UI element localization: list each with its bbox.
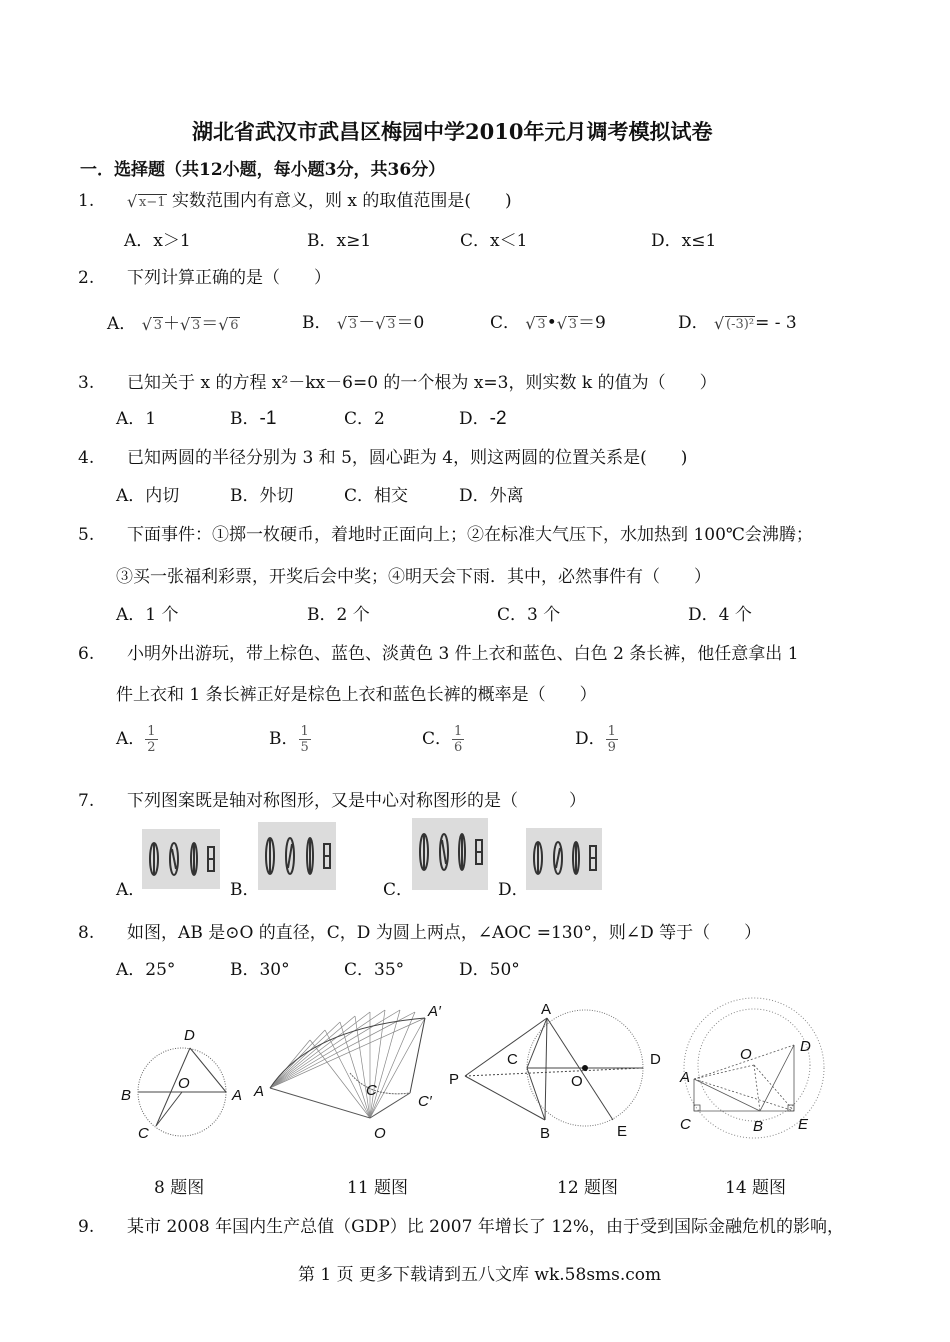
figure-11 [250,998,460,1148]
question-8 [78,918,761,943]
option-a: A．1 个 [116,605,179,625]
question-number: 3. [78,373,95,393]
question-number: 7. [78,791,95,811]
figure-12-caption: 12 题图 [557,1178,619,1198]
question-text: 如图，AB 是⊙O 的直径，C，D 为圆上两点，∠AOC =130°，则∠D 等于（ ） [127,923,762,943]
option-a: A． $\frac{1}{2}$ [116,724,156,755]
option-a: A． √ 3＋√ 3＝√ 6 [107,308,240,334]
option-c: C．x＜1 [460,231,528,251]
pattern-image-b [258,822,336,890]
option-a: A．内切 [116,486,180,506]
option-d: D． $\frac{1}{9}$ [575,724,616,755]
page-footer: 第 1 页 更多下载请到五八文库 wk.58sms.com [298,1265,662,1285]
question-text: 下列图案既是轴对称图形，又是中心对称图形的是（ ） [127,791,587,811]
figure-8 [110,1020,250,1150]
option-d: D．外离 [459,486,524,506]
svg-text:C: C [138,1125,149,1142]
option-d: D．4 个 [688,605,752,625]
svg-text:A′: A′ [428,1003,441,1020]
svg-text:E: E [798,1116,809,1133]
svg-text:A: A [680,1069,691,1086]
pattern-image-d [526,828,602,890]
question-text: 下列计算正确的是（ ） [127,268,332,288]
option-b: B．外切 [230,486,294,506]
svg-text:D: D [184,1027,195,1044]
question-text: 下面事件：①掷一枚硬币，着地时正面向上；②在标准大气压下，水加热到 100℃会沸腾； [127,525,813,545]
svg-text:A: A [254,1083,265,1100]
question-text: 实数范围内有意义，则 x 的取值范围是( ) [171,191,512,211]
option-a: A．1 [116,409,157,429]
svg-text:B: B [753,1118,764,1135]
svg-text:C′: C′ [418,1093,432,1110]
section-heading: 一．选择题（共12小题，每小题3分，共36分） [80,160,446,180]
svg-text:C: C [680,1116,691,1133]
figure-12 [445,1000,670,1150]
option-d: D． √ (-3)²= - 3 [678,308,797,333]
question-text-cont: 件上衣和 1 条长裤正好是棕色上衣和蓝色长裤的概率是（ ） [116,685,597,705]
option-c: C．35° [344,960,405,980]
svg-text:C: C [507,1051,518,1068]
svg-text:B: B [121,1087,132,1104]
option-d: D．x≤1 [651,231,717,251]
option-b: B．x≥1 [307,231,372,251]
question-text: 已知关于 x 的方程 x²－kx－6=0 的一个根为 x=3，则实数 k 的值为（ ） [127,373,717,393]
svg-text:O: O [374,1125,386,1142]
option-d: D．50° [459,960,520,980]
option-d: D．-2 [459,408,507,429]
sqrt-expression: √ x−1 [127,195,167,210]
page-title: 湖北省武汉市武昌区梅园中学2010年元月调考模拟试卷 [192,119,713,144]
option-a: A．25° [116,960,176,980]
figure-8-caption: 8 题图 [154,1178,205,1198]
option-b: B． √ 3－√ 3＝0 [302,308,424,333]
svg-text:O: O [740,1046,752,1063]
svg-text:A: A [541,1001,552,1018]
option-b: B． [230,880,260,900]
svg-text:P: P [449,1071,460,1088]
option-c: C． [383,880,414,900]
question-5 [78,520,813,545]
question-text-cont: ③买一张福利彩票，开奖后会中奖；④明天会下雨．其中，必然事件有（ ） [116,567,711,587]
question-number: 1. [78,191,95,211]
question-number: 4. [78,448,95,468]
question-6 [78,639,799,664]
question-2 [78,263,331,288]
question-4 [78,443,687,468]
question-text: 小明外出游玩，带上棕色、蓝色、淡黄色 3 件上衣和蓝色、白色 2 条长裤，他任意拿出 1 [127,644,799,664]
question-number: 5. [78,525,95,545]
option-c: C．3 个 [497,605,561,625]
question-number: 6. [78,644,95,664]
option-a: A．x＞1 [124,231,191,251]
figure-14-caption: 14 题图 [725,1178,787,1198]
option-c: C．2 [344,409,385,429]
option-b: B．30° [230,960,290,980]
question-number: 2. [78,268,95,288]
question-text: 某市 2008 年国内生产总值（GDP）比 2007 年增长了 12%，由于受到国际金融危机的影响， [127,1217,845,1237]
question-number: 9. [78,1217,95,1237]
question-3 [78,368,717,393]
question-text: 已知两圆的半径分别为 3 和 5，圆心距为 4，则这两圆的位置关系是( ) [127,448,688,468]
option-c: C． √ 3•√ 3＝9 [490,308,606,333]
figure-11-caption: 11 题图 [347,1178,409,1198]
question-1 [78,186,512,211]
svg-text:O: O [571,1073,583,1090]
option-b: B． $\frac{1}{5}$ [269,724,309,755]
option-b: B．2 个 [307,605,370,625]
question-7 [78,786,586,811]
option-c: C．相交 [344,486,409,506]
option-d: D． [498,880,529,900]
svg-text:A: A [232,1087,243,1104]
option-c: C． $\frac{1}{6}$ [422,724,463,755]
question-number: 8. [78,923,95,943]
option-a: A． [116,880,146,900]
option-b: B．-1 [230,408,277,429]
figure-14 [670,993,845,1143]
svg-text:D: D [650,1051,661,1068]
pattern-image-c [412,818,488,890]
svg-text:B: B [540,1125,551,1142]
svg-text:C: C [366,1082,377,1099]
pattern-image-a [142,829,220,889]
svg-text:D: D [800,1038,811,1055]
svg-text:E: E [617,1123,628,1140]
svg-text:O: O [178,1075,190,1092]
question-9 [78,1212,844,1237]
